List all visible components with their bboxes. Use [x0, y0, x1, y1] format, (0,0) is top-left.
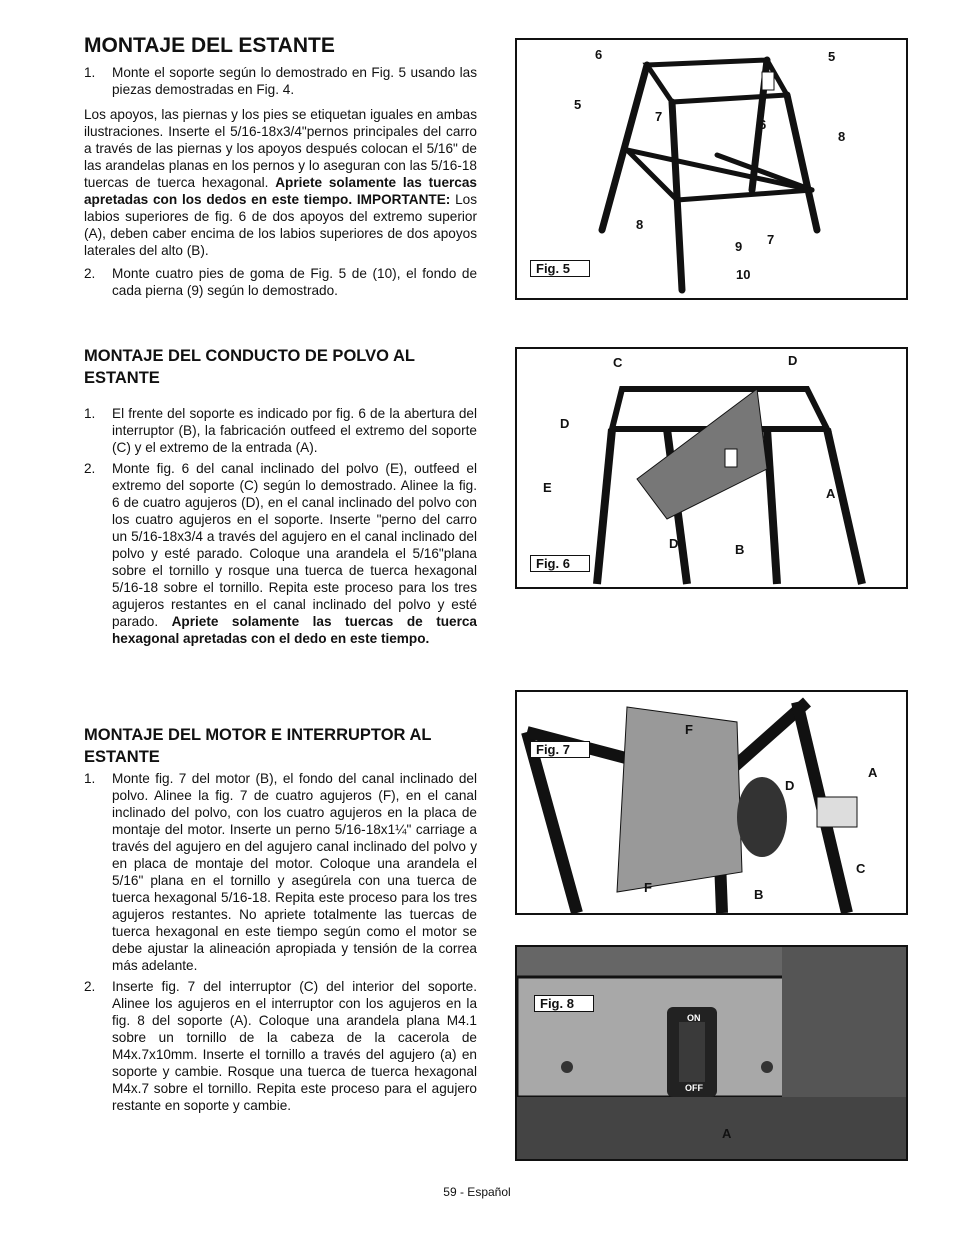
callout: 8 [838, 129, 846, 144]
motor-drawing [517, 692, 906, 913]
section-mounting-stand [84, 34, 477, 303]
callout: F [644, 880, 652, 895]
callout: 5 [574, 97, 582, 112]
heading-conducto-polvo: MONTAJE DEL CONDUCTO DE POLVO AL ESTANTE [84, 347, 415, 387]
callout: 6 [595, 47, 603, 62]
list-item [84, 978, 477, 1114]
callout: B [735, 542, 745, 557]
list-text: Monte fig. 6 del canal inclinado del polvo (E), outfeed el extremo del soporte (C) según lo demostrado. Alinee la fig. 6 de cuatro agujeros (D), en el canal inclinado del polvo con los cuatro agujeros en el soporte. Inserte "perno del carro un 5/16-18x3/4 a través del agujero en el canal inclinado del polvo y esté parado. Coloque una arandela el 5/16"plana sobre el tornillo y rosque una tuerca de tuerca hexagonal 5/16-18 sobre el tornillo. Repita este proceso para los tres agujeros restantes en el canal inclinado del polvo y esté parado. [112, 461, 477, 629]
figure-5-stand [515, 38, 908, 300]
callout: A [722, 1126, 732, 1141]
switch-drawing [517, 947, 906, 1159]
figure-8-switch [515, 945, 908, 1161]
paragraph [84, 106, 477, 259]
switch-on-label: ON [687, 1013, 701, 1023]
paragraph-bold: Apriete solamente las tuercas apretadas con los dedos en este tiempo. IMPORTANTE: [84, 175, 477, 207]
list-text: Inserte fig. 7 del interruptor (C) del interior del soporte. Alinee los agujeros en el interruptor con los agujeros en la fig. 8 del soporte (A). Coloque una arandela plana M4.1 sobre un tornillo de la cabeza de la cacerola de M4x.7x10mm. Inserte el tornillo a través del agujero (a) en soporte y cambie. Rosque una tuerca de tuerca hexagonal M4x.7 sobre el tornillo. Repita este proceso para el agujero restante en soporte y cambie. [112, 979, 477, 1113]
callout: 7 [655, 109, 663, 124]
section-motor-switch [84, 724, 477, 1118]
figure-label: Fig. 8 [534, 995, 594, 1012]
list-item [84, 405, 477, 456]
chute-drawing [517, 349, 906, 587]
list-bold: Apriete solamente las tuercas de tuerca hexagonal apretadas con el dedo en este tiempo. [112, 614, 477, 646]
switch-off-label: OFF [685, 1083, 703, 1093]
list-number: 2. [84, 266, 96, 281]
callout: C [613, 355, 623, 370]
list-text: El frente del soporte es indicado por fig. 6 de la abertura del interruptor (B), la fabricación outfeed el extremo del soporte (C) y el extremo de la entrada (A). [112, 406, 477, 455]
list-item [84, 460, 477, 647]
list-item [84, 265, 477, 299]
heading-montaje-estante: MONTAJE DEL ESTANTE [84, 34, 335, 57]
figure-label: Fig. 6 [530, 555, 590, 572]
list-item [84, 64, 477, 98]
list-number: 1. [84, 771, 96, 786]
callout: 9 [735, 239, 743, 254]
list-text: Monte cuatro pies de goma de Fig. 5 de (10), el fondo de cada pierna (9) según lo demostrado. [112, 266, 477, 298]
list-number: 2. [84, 979, 96, 994]
callout: 5 [828, 49, 836, 64]
page-footer: 59 - Español [443, 1185, 511, 1199]
callout: E [543, 480, 552, 495]
figure-6-dust-chute [515, 347, 908, 589]
callout: 6 [759, 117, 767, 132]
list-number: 1. [84, 65, 96, 80]
paragraph-text: Los apoyos, las piernas y los pies se etiquetan iguales en ambas ilustraciones. Inserte el 5/16-18x3/4"pernos principales del carro a través de las piernas y los apoyos después colocan el 5/16" de las arandelas planas en los pernos y lo aseguran con las 5/16-18 tuercas de tuerca hexagonal. [84, 107, 477, 190]
callout: D [785, 778, 795, 793]
callout: B [754, 887, 764, 902]
list-number: 1. [84, 406, 96, 421]
callout: C [856, 861, 866, 876]
figure-7-motor [515, 690, 908, 915]
callout: A [868, 765, 878, 780]
callout: 8 [636, 217, 644, 232]
list-item [84, 770, 477, 974]
paragraph-text: Los labios superiores de fig. 6 de dos apoyos del extremo superior (A), deben caber encima de los labios superiores de dos apoyos laterales del alto (B). [84, 192, 477, 258]
section-dust-chute [84, 345, 477, 651]
figure-label: Fig. 5 [530, 260, 590, 277]
callout: D [560, 416, 570, 431]
callout: D [788, 353, 798, 368]
callout: 7 [767, 232, 775, 247]
callout: D [669, 536, 679, 551]
callout: 10 [736, 267, 751, 282]
callout: A [826, 486, 836, 501]
list-text: Monte fig. 7 del motor (B), el fondo del canal inclinado del polvo. Alinee la fig. 7 de cuatro agujeros (F), en el canal inclinado del polvo, con los cuatro agujeros en la placa de montaje del motor. Inserte un perno 5/16-18x1¼" carriage a través del agujero en del agujero canal inclinado del polvo y en placa de montaje del motor. Coloque una arandela el 5/16" plana en el tornillo y asegúrela con una tuerca de tuerca hexagonal 5/16-18. Repita este proceso para los tres agujeros restantes. No apriete totalmente las tuercas de tuerca hexagonal en este tiempo según como el motor se debe ajustar la alineación apropiada y tensión de la correa más adelante. [112, 771, 477, 973]
list-number: 2. [84, 461, 96, 476]
list-text: Monte el soporte según lo demostrado en Fig. 5 usando las piezas demostradas en Fig. 4. [112, 65, 477, 97]
heading-motor-interruptor: MONTAJE DEL MOTOR E INTERRUPTOR AL ESTANTE [84, 726, 432, 766]
figure-label: Fig. 7 [530, 741, 590, 758]
callout: F [685, 722, 693, 737]
